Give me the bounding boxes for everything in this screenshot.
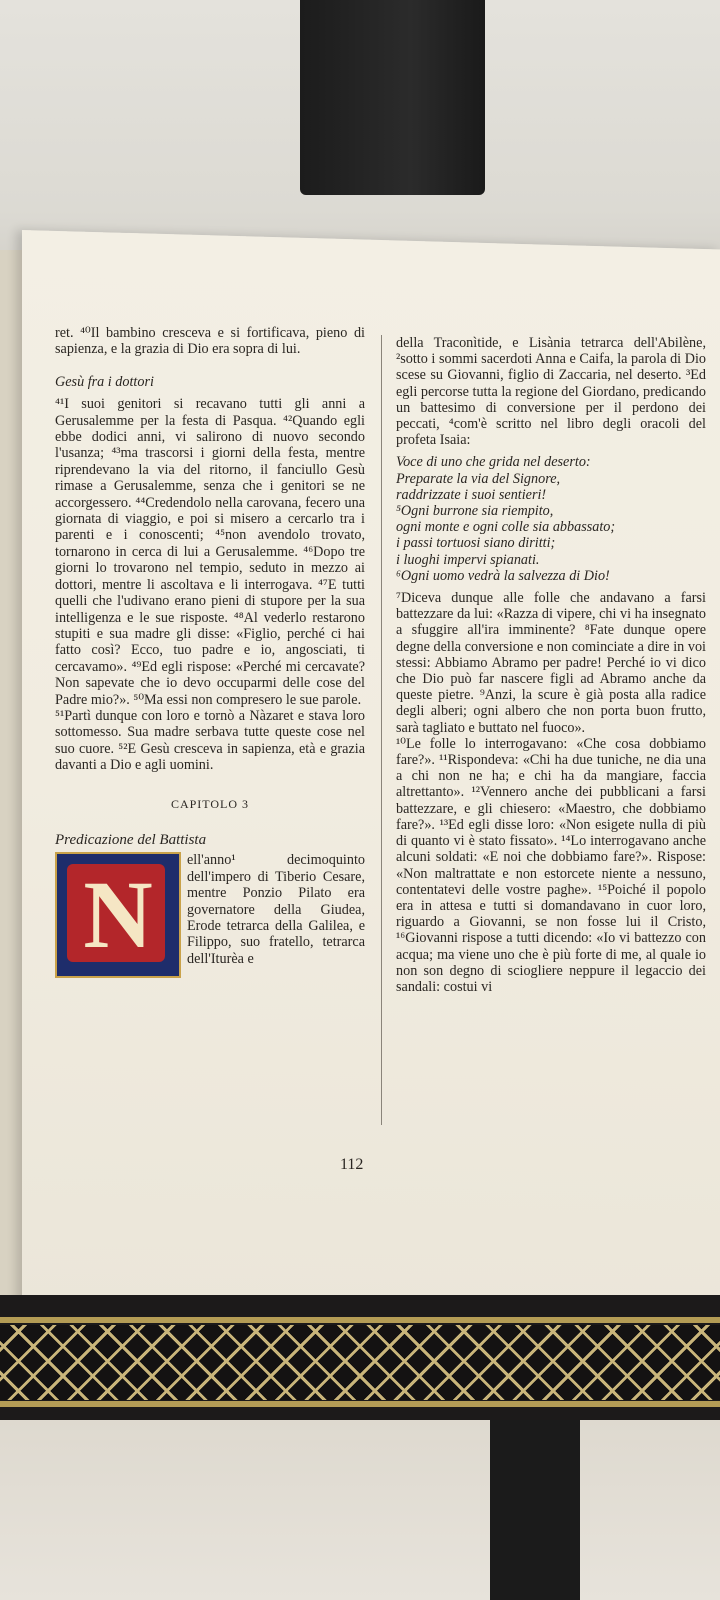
band-gold-edge-bottom — [0, 1401, 720, 1407]
isaiah-quote: Voce di uno che grida nel deserto: Preparate la via del Signore, raddrizzate i suoi sentieri! ⁵Ogni burrone sia riempito, ogni monte e ogni colle sia abbassato; i passi tortuosi siano diritti; i luoghi impervi spianati. ⁶Ogni uomo vedrà la salvezza di Dio! — [396, 454, 616, 584]
band-pattern — [0, 1325, 720, 1400]
section-text-battista: ell'anno¹ decimoquinto dell'impero di Tiberio Cesare, mentre Ponzio Pilato era governatore della Giudea, Erode tetrarca della Galilea, e Filippo, suo fratello, tetrarca dell'Iturèa e — [187, 852, 365, 967]
floor-background — [0, 1420, 720, 1600]
band-gold-edge-top — [0, 1317, 720, 1323]
initial-letter: N — [83, 861, 153, 969]
left-column — [55, 325, 365, 980]
section-text-dottori-end: ⁵¹Partì dunque con loro e tornò a Nàzaret e stava loro sottomesso. Sua madre serbava tutte queste cose nel suo cuore. ⁵²E Gesù cresceva in sapienza, età e grazia davanti a Dio e agli uomini. — [55, 707, 365, 774]
section-text-dottori: ⁴¹I suoi genitori si recavano tutti gli anni a Gerusalemme per la festa di Pasqua. ⁴²Quando egli ebbe dodici anni, vi salirono di nuovo secondo l'usanza; ⁴³ma trascorsi i giorni della festa, mentre riprendevano la via del ritorno, il fanciullo Gesù rimase a Gerusalemme, senza che i genitori se ne accorgessero. ⁴⁴Credendolo nella carovana, fecero una giornata di viaggio, e poi si misero a cercarlo tra i parenti e i conoscenti; ⁴⁵non avendolo trovato, tornarono in cerca di lui a Gerusalemme. ⁴⁶Dopo tre giorni lo trovarono nel tempio, seduto in mezzo ai dottori, mentre li ascoltava e li interrogava. ⁴⁷E tutti quelli che l'udivano erano pieni di stupore per la sua intelligenza e le sue risposte. ⁴⁸Al vederlo restarono stupiti e sua madre gli disse: «Figlio, perché ci hai fatto così? Ecco, tuo padre e io, angosciati, ti cercavamo». ⁴⁹Ed egli rispose: «Perché mi cercavate? Non sapevate che io devo occuparmi delle cose del Padre mio?». ⁵⁰Ma essi non compresero le sue parole. — [55, 396, 365, 708]
right-text-crowds: ¹⁰Le folle lo interrogavano: «Che cosa dobbiamo fare?». ¹¹Rispondeva: «Chi ha due tuniche, ne dia una a chi non ne ha; e chi ha da mangiare, faccia altrettanto». ¹²Vennero anche dei pubblicani a farsi battezzare, e gli chiesero: «Maestro, che dobbiamo fare?». ¹³Ed egli disse loro: «Non esigete nulla di più di quanto vi è stato fissato». ¹⁴Lo interrogavano anche alcuni soldati: «E noi che dobbiamo fare?». Rispose: «Non maltrattate e non estorcete niente a nessuno, contentatevi delle vostre paghe». ¹⁵Poiché il popolo era in attesa e tutti si domandavano in cuor loro, riguardo a Giovanni, se non fosse lui il Cristo, ¹⁶Giovanni rispose a tutti dicendo: «Io vi battezzo con acqua; ma viene uno che è più forte di me, al quale io non son degno di sciogliere neppure il legaccio dei sandali: costui vi — [396, 735, 706, 995]
decorative-band — [0, 1295, 720, 1420]
black-object — [300, 0, 485, 195]
section-title-battista: Predicazione del Battista — [55, 831, 207, 848]
continuation-text: ret. ⁴⁰Il bambino cresceva e si fortificava, pieno di sapienza, e la grazia di Dio era sopra di lui. — [55, 325, 365, 358]
book-stand — [490, 1420, 580, 1600]
column-divider — [381, 335, 382, 1125]
section-title-dottori: Gesù fra i dottori — [55, 373, 154, 390]
illuminated-initial — [55, 852, 181, 978]
page-number: 112 — [340, 1156, 364, 1173]
right-text-vipers: ⁷Diceva dunque alle folle che andavano a farsi battezzare da lui: «Razza di vipere, chi vi ha insegnato a sfuggire all'ira imminente? ⁸Fate dunque opere degne della conversione e non cominciate a dire in voi stessi: Abbiamo Abramo per padre! Perché io vi dico che Dio può far nascere figli ad Abramo anche da queste pietre. ⁹Anzi, la scure è già posta alla radice degli alberi; ogni albero che non porta buon frutto, sarà tagliato e buttato nel fuoco». — [396, 590, 706, 736]
chapter-heading: CAPITOLO 3 — [170, 796, 250, 811]
right-column — [396, 335, 706, 995]
right-text-intro: della Traconìtide, e Lisània tetrarca dell'Abilène, ²sotto i sommi sacerdoti Anna e Caifa, la parola di Dio scese su Giovanni, figlio di Zaccaria, nel deserto. ³Ed egli percorse tutta la regione del Giordano, predicando un battesimo di conversione per il perdono dei peccati, ⁴com'è scritto nel libro degli oracoli del profeta Isaia: — [396, 335, 706, 449]
dropcap-paragraph — [55, 852, 365, 967]
